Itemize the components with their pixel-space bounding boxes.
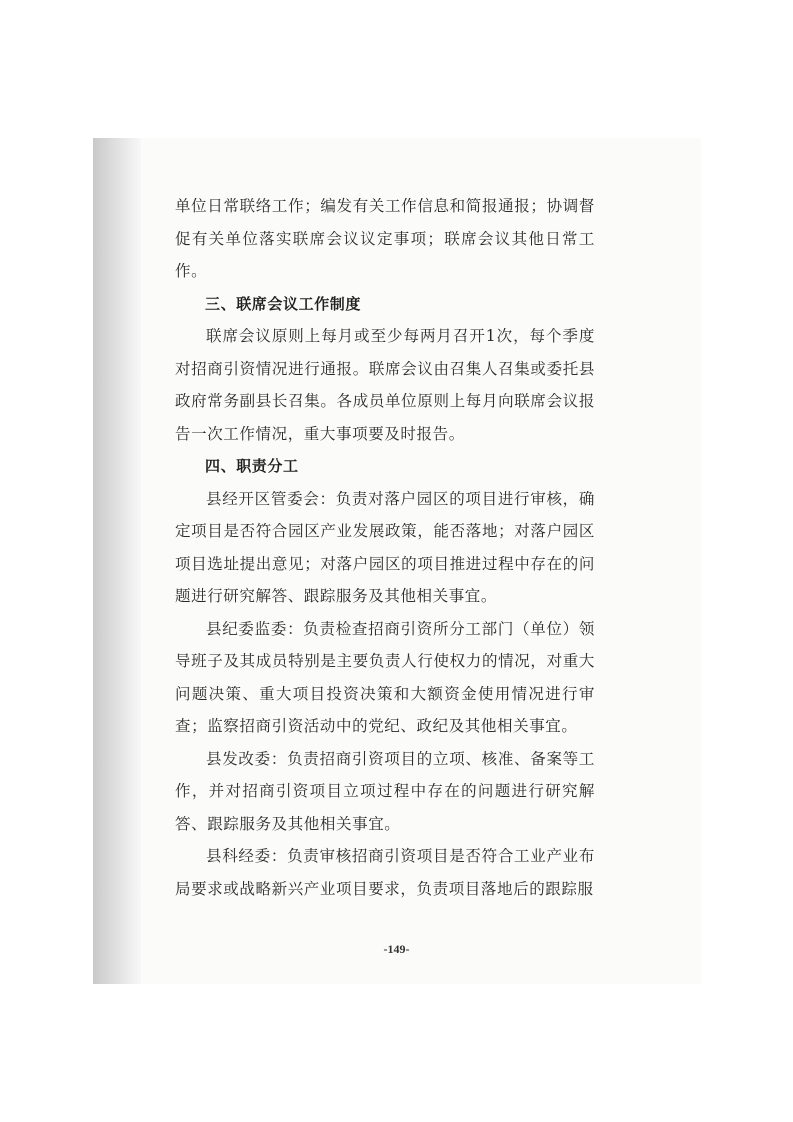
section-heading-responsibilities: 四、职责分工	[205, 457, 299, 475]
binding-shadow	[93, 138, 141, 984]
paragraph-continuation: 单位日常联络工作；编发有关工作信息和简报通报；协调督促有关单位落实联席会议议定事项；联席会议其他日常工作。	[175, 197, 595, 280]
paragraph-discipline-commission: 县纪委监委：负责检查招商引资所分工部门（单位）领导班子及其成员特别是主要负责人行使权力的情况，对重大问题决策、重大项目投资决策和大额资金使用情况进行审查；监察招商引资活动中的党纪、政纪及其他相关事宜。	[175, 619, 595, 735]
paragraph-science-economy: 县科经委：负责审核招商引资项目是否符合工业产业布局要求或战略新兴产业项目要求，负责项目落地后的跟踪服	[175, 847, 595, 898]
paragraph-development-zone: 县经开区管委会：负责对落户园区的项目进行审核，确定项目是否符合园区产业发展政策，能否落地；对落户园区项目选址提出意见；对落户园区的项目推进过程中存在的问题进行研究解答、跟踪服务及其他相关事宜。	[175, 489, 595, 605]
paragraph-meeting-system: 联席会议原则上每月或至少每两月召开1次，每个季度对招商引资情况进行通报。联席会议由召集人召集或委托县政府常务副县长召集。各成员单位原则上每月向联席会议报告一次工作情况，重大事项要及时报告。	[175, 327, 595, 443]
page-number: -149-	[383, 942, 410, 956]
paragraph-development-reform: 县发改委：负责招商引资项目的立项、核准、备案等工作，并对招商引资项目立项过程中存在的问题进行研究解答、跟踪服务及其他相关事宜。	[175, 749, 595, 833]
section-heading-meeting-system: 三、联席会议工作制度	[205, 294, 362, 313]
document-body	[175, 190, 595, 905]
